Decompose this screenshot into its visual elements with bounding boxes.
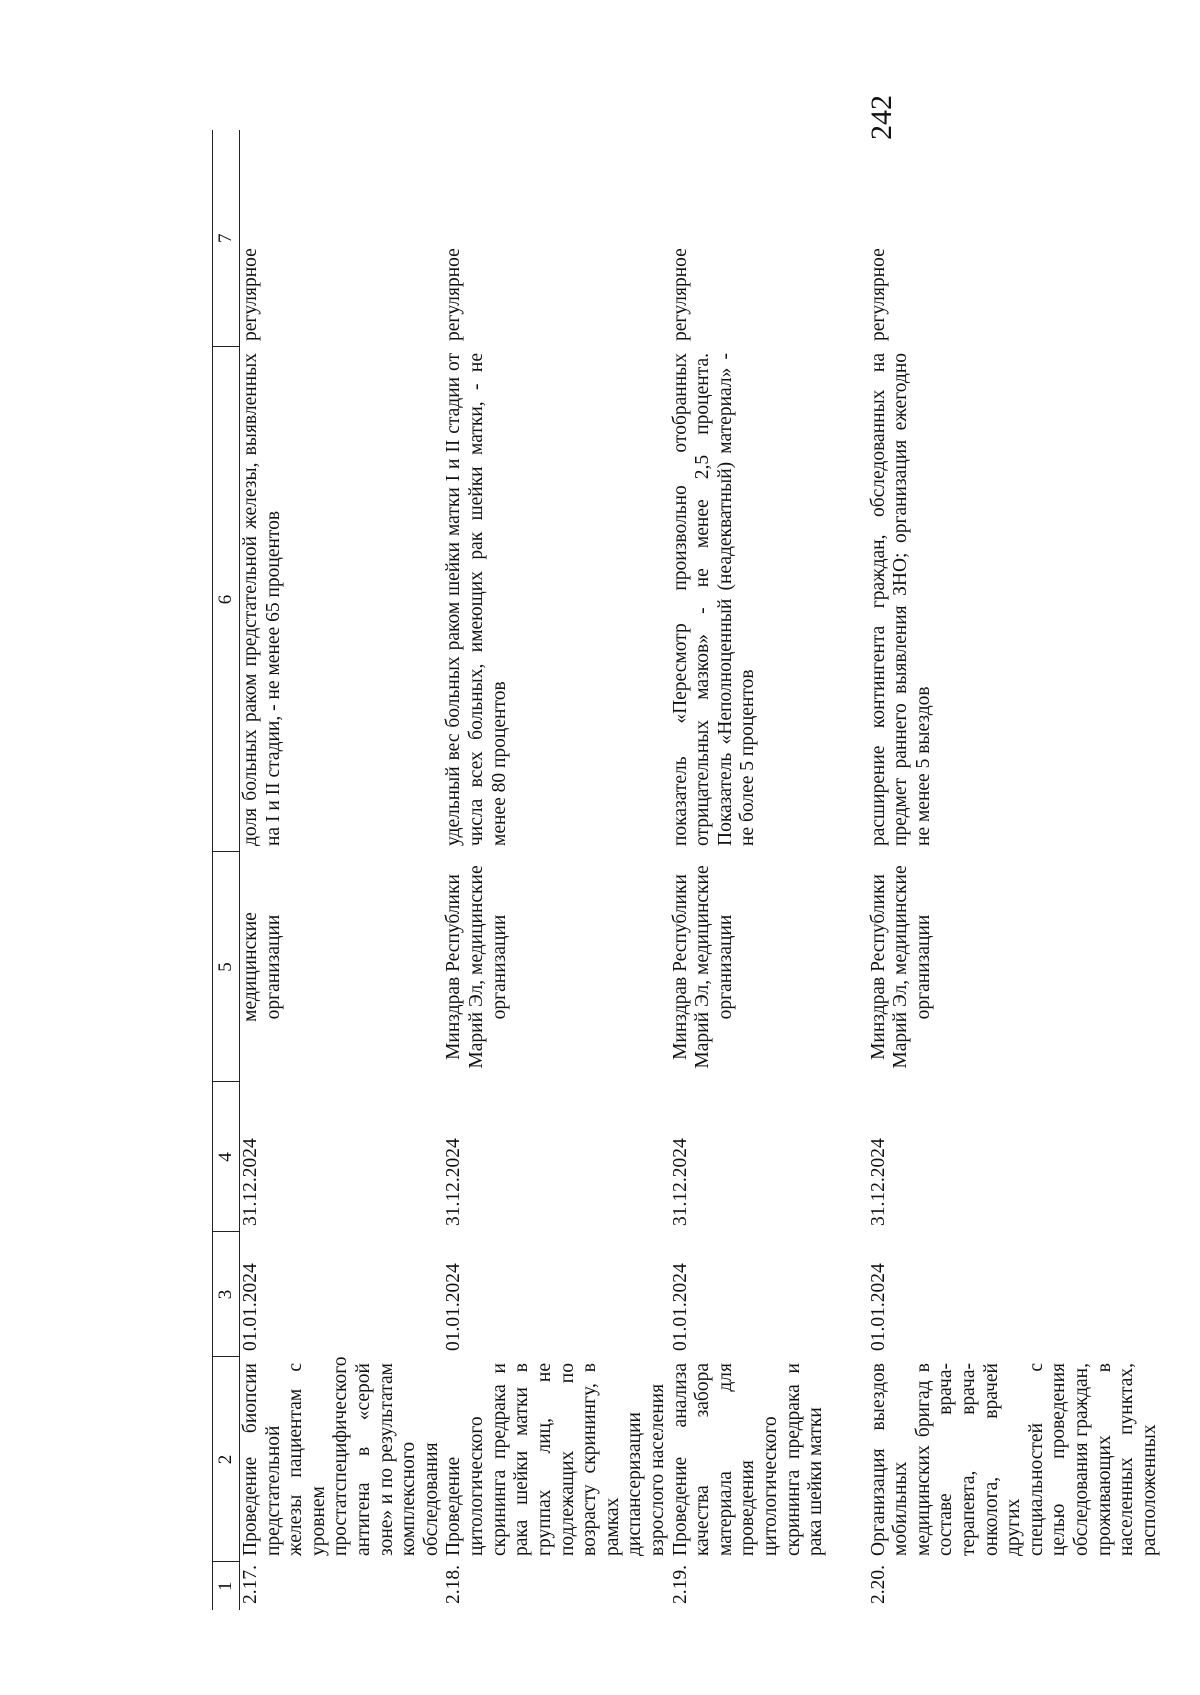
table-row bbox=[240, 130, 444, 1610]
table-row bbox=[868, 130, 1162, 1610]
col-header: 6 bbox=[213, 347, 240, 852]
frequency: регулярное bbox=[669, 248, 691, 341]
start-date: 01.01.2024 bbox=[867, 1263, 889, 1351]
table-row bbox=[443, 130, 669, 1610]
expected-result: расширение контингента граждан, обследованных на предмет раннего выявления ЗНО; организация ежегодно не менее 5 выездов bbox=[867, 353, 934, 846]
end-date: 31.12.2024 bbox=[240, 1138, 261, 1226]
col-header: 1 bbox=[213, 1562, 240, 1610]
frequency: регулярное bbox=[443, 248, 465, 341]
expected-result: показатель «Пересмотр произвольно отобранных отрицательных мазков» - не менее 2,5 процента. Показатель «Неполноценный (неадекватный) материал» - не более 5 процентов bbox=[669, 353, 759, 846]
start-date: 01.01.2024 bbox=[240, 1263, 261, 1351]
page-number: 242 bbox=[865, 95, 898, 140]
col-header: 3 bbox=[213, 1232, 240, 1357]
executor: Минздрав Республики Марий Эл, медицинские организации bbox=[443, 865, 510, 1069]
row-number: 2.17. bbox=[240, 1565, 261, 1604]
row-number: 2.19. bbox=[669, 1565, 691, 1604]
end-date: 31.12.2024 bbox=[669, 1138, 691, 1226]
expected-result: удельный вес больных раком шейки матки I и II стадии от числа всех больных, имеющих рак шейки матки, - не менее 80 процентов bbox=[443, 353, 510, 846]
executor: медицинские организации bbox=[240, 912, 284, 1022]
event-name: Организация выездов мобильных медицинских бригад в составе врача-терапевта, врача-онколога, врачей других специальностей с целью проведения обследования граждан, проживающих в населенных пунктах, расположенных bbox=[867, 1363, 1160, 1556]
start-date: 01.01.2024 bbox=[669, 1263, 691, 1351]
col-header: 7 bbox=[213, 130, 240, 347]
end-date: 31.12.2024 bbox=[867, 1138, 889, 1226]
executor: Минздрав Республики Марий Эл, медицинские организации bbox=[669, 865, 736, 1069]
rotated-table-sheet bbox=[212, 130, 1160, 1610]
start-date: 01.01.2024 bbox=[443, 1263, 465, 1351]
table-row bbox=[670, 130, 868, 1610]
col-header: 5 bbox=[213, 852, 240, 1082]
event-name: Проведение анализа качества забора материала для проведения цитологического скрининга предрака и рака шейки матки bbox=[669, 1363, 827, 1556]
event-name: Проведение цитологического скрининга предрака и рака шейки матки в группах лиц, не подлежащих по возрасту скринингу, в рамках диспансеризации взрослого населения bbox=[443, 1363, 668, 1556]
expected-result: доля больных раком предстательной железы, выявленных на I и II стадии, - не менее 65 процентов bbox=[240, 353, 284, 846]
col-header: 2 bbox=[213, 1357, 240, 1562]
row-number: 2.20. bbox=[867, 1565, 889, 1604]
header-row bbox=[213, 130, 240, 1610]
row-number: 2.18. bbox=[443, 1565, 465, 1604]
frequency: регулярное bbox=[240, 248, 261, 341]
end-date: 31.12.2024 bbox=[443, 1138, 465, 1226]
executor: Минздрав Республики Марий Эл, медицинские организации bbox=[867, 865, 934, 1069]
frequency: регулярное bbox=[867, 248, 889, 341]
col-header: 4 bbox=[213, 1082, 240, 1232]
event-name: Проведение биопсии предстательной железы пациентам с уровнем простатспецифического антигена в «серой зоне» и по результатам комплексного обследования bbox=[240, 1356, 442, 1556]
measures-table bbox=[212, 130, 1162, 1610]
